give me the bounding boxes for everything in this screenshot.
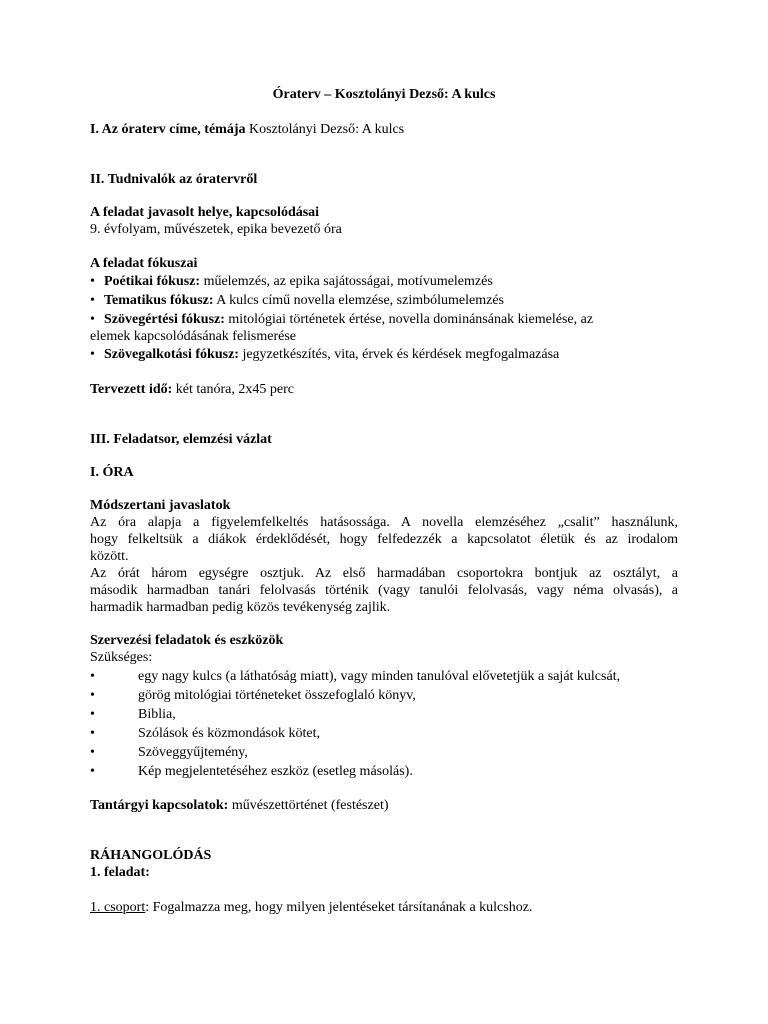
org-item [90, 744, 248, 761]
place-text: 9. évfolyam, művészetek, epika bevezető óra [90, 222, 342, 237]
method-line: Az óra alapja a figyelemfelkeltés hatásossága. A novella elemzéséhez „csalit” használunk, [90, 515, 678, 530]
focus-item [90, 292, 504, 309]
document-title: Óraterv – Kosztolányi Dezső: A kulcs [272, 87, 496, 102]
bullet-icon: • [90, 745, 95, 760]
org-item [90, 725, 320, 742]
org-item-text: Biblia, [138, 707, 176, 722]
task-heading: 1. feladat: [90, 865, 150, 880]
warmup-heading: RÁHANGOLÓDÁS [90, 848, 212, 863]
org-item-text: egy nagy kulcs (a láthatóság miatt), vagy minden tanulóval elővetetjük a saját kulcsát, [138, 669, 621, 684]
bullet-icon: • [90, 764, 95, 779]
section1-label: I. Az óraterv címe, témája [90, 122, 246, 137]
focus-label: Tematikus fókusz: [104, 293, 214, 308]
method-line: második harmadban tanári felolvasás történik (vagy tanulói felolvasás, vagy néma olvasás), a [90, 583, 678, 598]
focus-text: mitológiai történetek értése, novella dominánsának kiemelése, az [224, 312, 594, 327]
bullet-icon: • [90, 347, 95, 362]
focus-item [90, 346, 559, 363]
bullet-icon: • [90, 312, 95, 327]
lesson-heading: I. ÓRA [90, 465, 134, 480]
org-item-text: görög mitológiai történeteket összefoglaló könyv, [138, 688, 416, 703]
method-line: Az órát három egységre osztjuk. Az első harmadában csoportokra bontjuk az osztályt, a [90, 566, 678, 581]
bullet-icon: • [90, 707, 95, 722]
method-heading: Módszertani javaslatok [90, 498, 231, 513]
focus-heading: A feladat fókuszai [90, 256, 198, 271]
bullet-icon: • [90, 293, 95, 308]
org-heading: Szervezési feladatok és eszközök [90, 633, 284, 648]
focus-text: műelemzés, az epika sajátosságai, motívumelemzés [200, 274, 493, 289]
subject-label: Tantárgyi kapcsolatok: [90, 798, 229, 813]
focus-text: jegyzetkészítés, vita, érvek és kérdések megfogalmazása [238, 347, 560, 362]
bullet-icon: • [90, 688, 95, 703]
method-line: hogy felkeltsük a diákok érdeklődését, hogy felfedezzék a kapcsolatot életük és az irodalom [90, 532, 678, 547]
focus-item [90, 311, 593, 328]
org-item [90, 687, 416, 704]
section3-heading: III. Feladatsor, elemzési vázlat [90, 432, 272, 447]
bullet-icon: • [90, 274, 95, 289]
group-line [90, 899, 532, 916]
group-label: 1. csoport [90, 900, 146, 915]
bullet-icon: • [90, 669, 95, 684]
time-text: két tanóra, 2x45 perc [172, 382, 294, 397]
focus-item [90, 273, 493, 290]
place-heading: A feladat javasolt helye, kapcsolódásai [90, 205, 320, 220]
focus-label: Szövegalkotási fókusz: [104, 347, 239, 362]
org-item-text: Kép megjelentetéséhez eszköz (esetleg másolás). [138, 764, 413, 779]
subject-text: művészettörténet (festészet) [228, 798, 389, 813]
method-line: között. [90, 549, 129, 564]
org-needed: Szükséges: [90, 650, 153, 665]
focus-label: Poétikai fókusz: [104, 274, 201, 289]
focus-text-continued: elemek kapcsolódásának felismerése [90, 329, 297, 344]
section2-heading: II. Tudnivalók az óratervről [90, 172, 258, 187]
focus-text: A kulcs című novella elemzése, szimbólumelemzés [213, 293, 504, 308]
subject-line [90, 797, 389, 814]
focus-label: Szövegértési fókusz: [104, 312, 225, 327]
method-line: harmadik harmadban pedig közös tevékenység zajlik. [90, 600, 391, 615]
org-item [90, 668, 620, 685]
org-item [90, 763, 413, 780]
section1-line [90, 121, 404, 138]
org-item-text: Szólások és közmondások kötet, [138, 726, 320, 741]
org-item-text: Szöveggyűjtemény, [138, 745, 248, 760]
time-line [90, 381, 294, 398]
org-item [90, 706, 176, 723]
time-label: Tervezett idő: [90, 382, 173, 397]
section1-text: Kosztolányi Dezső: A kulcs [245, 122, 405, 137]
bullet-icon: • [90, 726, 95, 741]
group-text: : Fogalmazza meg, hogy milyen jelentéseket társítanának a kulcshoz. [145, 900, 533, 915]
